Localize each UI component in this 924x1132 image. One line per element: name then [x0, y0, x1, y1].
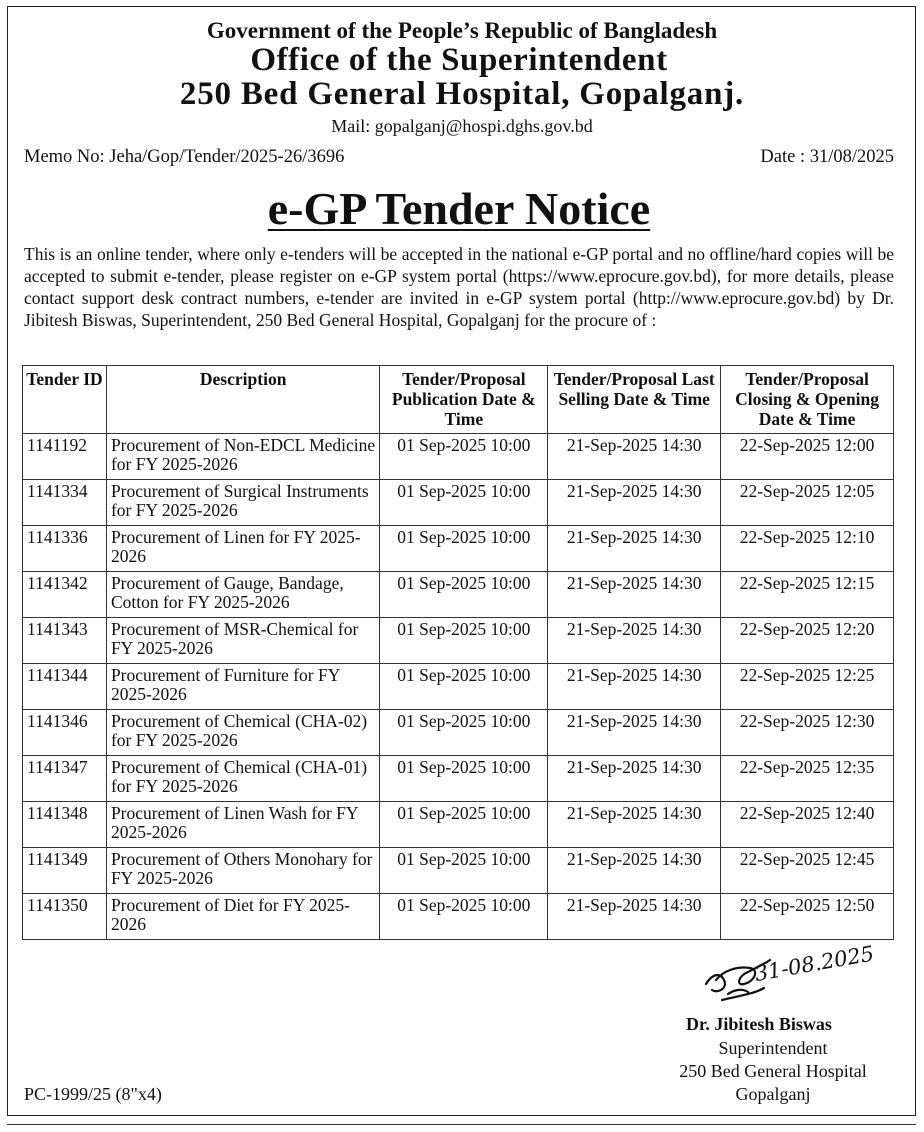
- hospital-heading: 250 Bed General Hospital, Gopalganj.: [179, 76, 745, 112]
- header-closing: Tender/Proposal Closing & Opening Date & Time: [721, 366, 894, 434]
- tender-description: Procurement of Chemical (CHA-01) for FY 2025-2026: [106, 756, 379, 802]
- last-selling-date: 21-Sep-2025 14:30: [548, 618, 721, 664]
- closing-date: 22-Sep-2025 12:40: [721, 802, 894, 848]
- publication-date: 01 Sep-2025 10:00: [380, 618, 548, 664]
- pc-number: PC-1999/25 (8"x4): [24, 1084, 162, 1104]
- tender-description: Procurement of Others Monohary for FY 2025-2026: [106, 848, 379, 894]
- closing-date: 22-Sep-2025 12:00: [721, 434, 894, 480]
- memo-date: Date : 31/08/2025: [760, 147, 894, 167]
- publication-date: 01 Sep-2025 10:00: [380, 894, 548, 940]
- tender-id: 1141336: [23, 526, 107, 572]
- closing-date: 22-Sep-2025 12:30: [721, 710, 894, 756]
- header-description: Description: [106, 366, 379, 434]
- tender-description: Procurement of Furniture for FY 2025-2026: [106, 664, 379, 710]
- signatory-location: Gopalganj: [735, 1084, 811, 1104]
- closing-date: 22-Sep-2025 12:50: [721, 894, 894, 940]
- publication-date: 01 Sep-2025 10:00: [380, 802, 548, 848]
- publication-date: 01 Sep-2025 10:00: [380, 572, 548, 618]
- table-row: [23, 802, 894, 848]
- tender-description: Procurement of Linen Wash for FY 2025-2026: [106, 802, 379, 848]
- last-selling-date: 21-Sep-2025 14:30: [548, 526, 721, 572]
- last-selling-date: 21-Sep-2025 14:30: [548, 802, 721, 848]
- tender-id: 1141348: [23, 802, 107, 848]
- tender-id: 1141349: [23, 848, 107, 894]
- table-row: [23, 572, 894, 618]
- publication-date: 01 Sep-2025 10:00: [380, 480, 548, 526]
- signatory-name: Dr. Jibitesh Biswas: [686, 1014, 832, 1034]
- closing-date: 22-Sep-2025 12:20: [721, 618, 894, 664]
- closing-date: 22-Sep-2025 12:10: [721, 526, 894, 572]
- last-selling-date: 21-Sep-2025 14:30: [548, 664, 721, 710]
- tender-description: Procurement of Gauge, Bandage, Cotton for FY 2025-2026: [106, 572, 379, 618]
- tender-description: Procurement of Non-EDCL Medicine for FY 2025-2026: [106, 434, 379, 480]
- table-row: [23, 894, 894, 940]
- government-heading: Government of the People’s Republic of Bangladesh: [206, 18, 718, 43]
- closing-date: 22-Sep-2025 12:45: [721, 848, 894, 894]
- table-row: [23, 756, 894, 802]
- tender-id: 1141347: [23, 756, 107, 802]
- tender-description: Procurement of Surgical Instruments for FY 2025-2026: [106, 480, 379, 526]
- closing-date: 22-Sep-2025 12:35: [721, 756, 894, 802]
- tender-id: 1141192: [23, 434, 107, 480]
- publication-date: 01 Sep-2025 10:00: [380, 756, 548, 802]
- tender-id: 1141334: [23, 480, 107, 526]
- mail-address: Mail: gopalganj@hospi.dghs.gov.bd: [331, 116, 593, 136]
- table-row: [23, 434, 894, 480]
- signatory-designation: Superintendent: [718, 1038, 828, 1058]
- header-publication: Tender/Proposal Publication Date & Time: [380, 366, 548, 434]
- memo-number: Memo No: Jeha/Gop/Tender/2025-26/3696: [24, 147, 345, 167]
- publication-date: 01 Sep-2025 10:00: [380, 526, 548, 572]
- header-last-selling: Tender/Proposal Last Selling Date & Time: [548, 366, 721, 434]
- office-heading: Office of the Superintendent: [250, 42, 668, 78]
- publication-date: 01 Sep-2025 10:00: [380, 664, 548, 710]
- tender-table: [22, 365, 894, 940]
- last-selling-date: 21-Sep-2025 14:30: [548, 572, 721, 618]
- table-row: [23, 618, 894, 664]
- bottom-rule: [7, 1124, 916, 1125]
- notice-title: e-GP Tender Notice: [267, 183, 651, 234]
- table-row: [23, 848, 894, 894]
- last-selling-date: 21-Sep-2025 14:30: [548, 756, 721, 802]
- tender-id: 1141344: [23, 664, 107, 710]
- tender-id: 1141342: [23, 572, 107, 618]
- tender-description: Procurement of Diet for FY 2025-2026: [106, 894, 379, 940]
- publication-date: 01 Sep-2025 10:00: [380, 710, 548, 756]
- last-selling-date: 21-Sep-2025 14:30: [548, 848, 721, 894]
- tender-id: 1141350: [23, 894, 107, 940]
- table-row: [23, 526, 894, 572]
- closing-date: 22-Sep-2025 12:05: [721, 480, 894, 526]
- tender-description: Procurement of Chemical (CHA-02) for FY 2025-2026: [106, 710, 379, 756]
- last-selling-date: 21-Sep-2025 14:30: [548, 434, 721, 480]
- table-header-row: [23, 366, 894, 434]
- signature-date: 31-08.2025: [752, 941, 876, 986]
- intro-paragraph: This is an online tender, where only e-tenders will be accepted in the national e-GP portal and no offline/hard copies will be accepted to submit e-tender, please register on e-GP system portal (https://www.eprocure.gov.bd), for more details, please contact support desk contract numbers, e-tender are invited in e-GP system portal (http://www.eprocure.gov.bd) by Dr. Jibitesh Biswas, Superintendent, 250 Bed General Hospital, Gopalganj for the procure of :: [24, 244, 894, 330]
- tender-id: 1141346: [23, 710, 107, 756]
- tender-description: Procurement of Linen for FY 2025-2026: [106, 526, 379, 572]
- last-selling-date: 21-Sep-2025 14:30: [548, 894, 721, 940]
- table-row: [23, 710, 894, 756]
- table-row: [23, 664, 894, 710]
- last-selling-date: 21-Sep-2025 14:30: [548, 710, 721, 756]
- last-selling-date: 21-Sep-2025 14:30: [548, 480, 721, 526]
- publication-date: 01 Sep-2025 10:00: [380, 434, 548, 480]
- tender-id: 1141343: [23, 618, 107, 664]
- table-row: [23, 480, 894, 526]
- signatory-hospital: 250 Bed General Hospital: [679, 1061, 867, 1081]
- tender-description: Procurement of MSR-Chemical for FY 2025-2026: [106, 618, 379, 664]
- closing-date: 22-Sep-2025 12:15: [721, 572, 894, 618]
- closing-date: 22-Sep-2025 12:25: [721, 664, 894, 710]
- header-tender-id: Tender ID: [23, 366, 107, 434]
- publication-date: 01 Sep-2025 10:00: [380, 848, 548, 894]
